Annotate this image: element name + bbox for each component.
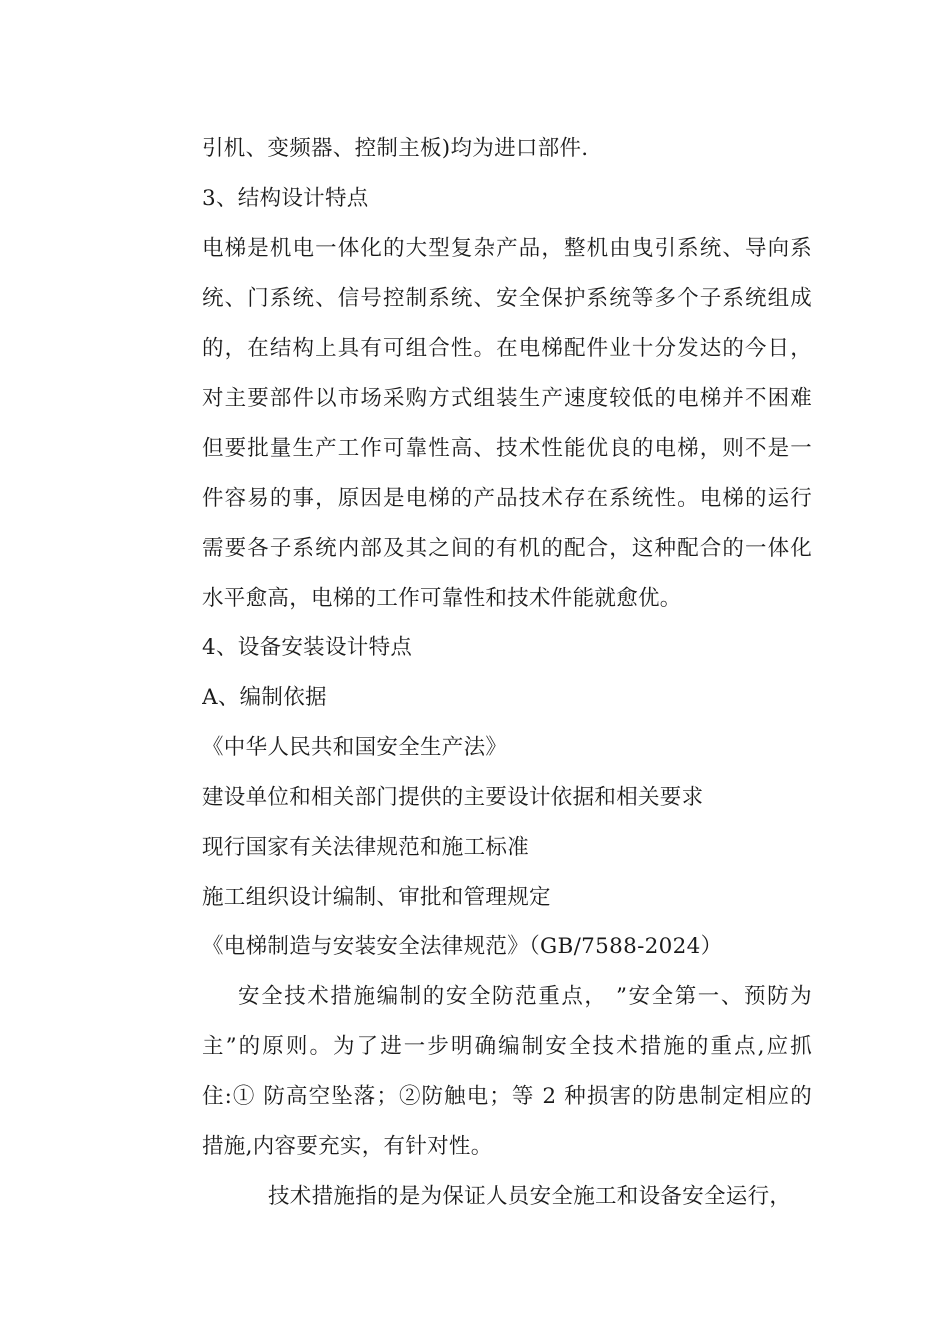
basis-item-4: 施工组织设计编制、审批和管理规定 bbox=[202, 885, 551, 910]
text-line-1: 引机、变频器、控制主板)均为进口部件. bbox=[202, 136, 589, 161]
text-line-9: 需要各子系统内部及其之间的有机的配合，这种配合的一体化 bbox=[202, 536, 812, 561]
text-line-19: 主”的原则。为了进一步明确编制安全技术措施的重点,应抓 bbox=[202, 1034, 812, 1059]
basis-item-2: 建设单位和相关部门提供的主要设计依据和相关要求 bbox=[202, 785, 704, 810]
text-line-20: 住:① 防高空坠落；②防触电；等 2 种损害的防患制定相应的 bbox=[202, 1084, 812, 1109]
section-heading-4: 4、设备安装设计特点 bbox=[202, 635, 413, 660]
text-line-22: 技术措施指的是为保证人员安全施工和设备安全运行， bbox=[268, 1184, 792, 1209]
basis-item-3: 现行国家有关法律规范和施工标准 bbox=[202, 835, 530, 860]
text-line-18: 安全技术措施编制的安全防范重点， ”安全第一、预防为 bbox=[238, 984, 812, 1009]
text-line-3: 电梯是机电一体化的大型复杂产品，整机由曳引系统、导向系 bbox=[202, 236, 812, 261]
basis-item-1: 《中华人民共和国安全生产法》 bbox=[202, 735, 508, 760]
text-line-21: 措施,内容要充实，有针对性。 bbox=[202, 1134, 493, 1159]
section-heading-3: 3、结构设计特点 bbox=[202, 186, 369, 211]
text-line-8: 件容易的事，原因是电梯的产品技术存在系统性。电梯的运行 bbox=[202, 486, 812, 511]
text-line-4: 统、门系统、信号控制系统、安全保护系统等多个子系统组成 bbox=[202, 286, 812, 311]
text-line-7: 但要批量生产工作可靠性高、技术性能优良的电梯，则不是一 bbox=[202, 436, 812, 461]
text-line-6: 对主要部件以市场采购方式组装生产速度较低的电梯并不困难 bbox=[202, 386, 812, 411]
subsection-heading-a: A、编制依据 bbox=[202, 685, 327, 710]
text-line-5: 的，在结构上具有可组合性。在电梯配件业十分发达的今日， bbox=[202, 336, 812, 361]
basis-item-5: 《电梯制造与安装安全法律规范》（GB/7588-2024） bbox=[202, 934, 723, 959]
text-line-10: 水平愈高，电梯的工作可靠性和技术件能就愈优。 bbox=[202, 586, 682, 611]
